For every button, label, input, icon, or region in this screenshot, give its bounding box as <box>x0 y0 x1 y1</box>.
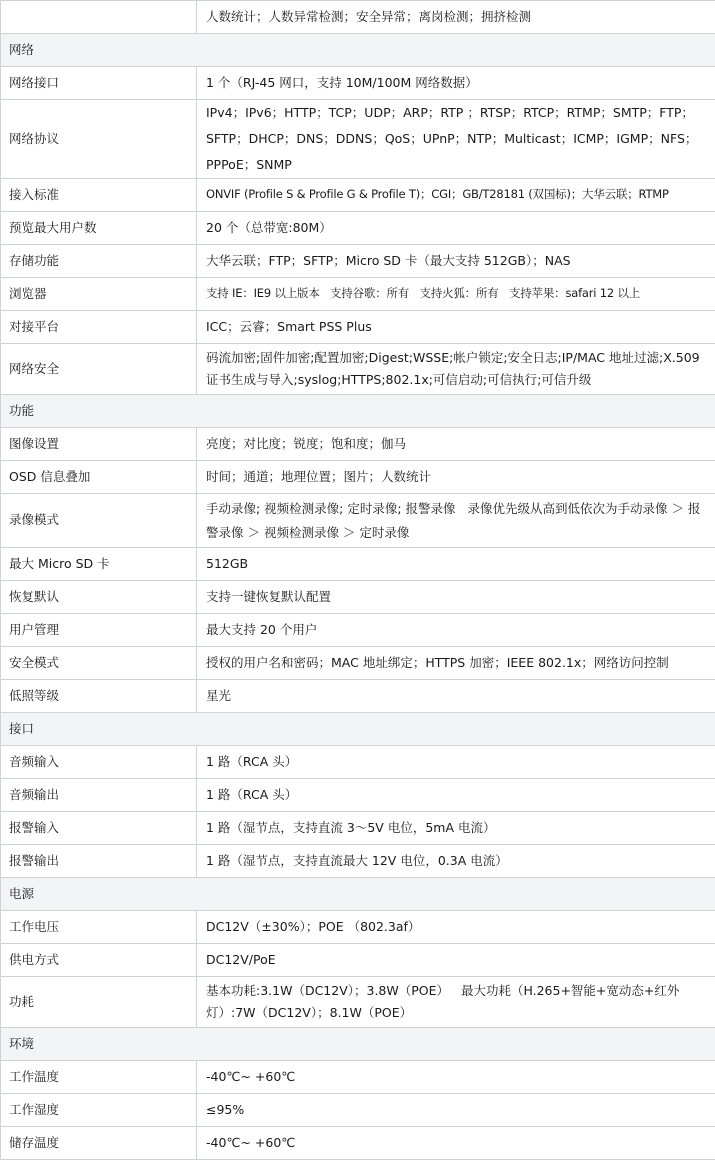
row-label: 存储功能 <box>1 245 197 278</box>
row-label: 供电方式 <box>1 944 197 977</box>
table-row <box>1 100 715 179</box>
row-label: 报警输出 <box>1 845 197 878</box>
section-title: 电源 <box>1 878 715 911</box>
table-row <box>1 278 715 311</box>
row-value: 大华云联；FTP；SFTP；Micro SD 卡（最大支持 512GB）；NAS <box>197 245 715 278</box>
row-value: 支持 IE：IE9 以上版本 支持谷歌：所有 支持火狐：所有 支持苹果：safari 12 以上 <box>197 278 715 311</box>
row-value: 20 个（总带宽:80M） <box>197 212 715 245</box>
row-value: 时间；通道；地理位置；图片；人数统计 <box>197 461 715 494</box>
table-row <box>1 1127 715 1160</box>
row-value: 1 路（湿节点，支持直流最大 12V 电位，0.3A 电流） <box>197 845 715 878</box>
table-row <box>1 680 715 713</box>
table-row <box>1 581 715 614</box>
row-label: 网络安全 <box>1 344 197 395</box>
row-label: 恢复默认 <box>1 581 197 614</box>
row-label: 预览最大用户数 <box>1 212 197 245</box>
row-value: 星光 <box>197 680 715 713</box>
section-title: 接口 <box>1 713 715 746</box>
table-row <box>1 428 715 461</box>
table-row <box>1 746 715 779</box>
row-label: 最大 Micro SD 卡 <box>1 548 197 581</box>
table-row <box>1 461 715 494</box>
row-label: 网络接口 <box>1 67 197 100</box>
table-row <box>1 647 715 680</box>
row-value: 手动录像; 视频检测录像; 定时录像; 报警录像 录像优先级从高到低依次为手动录像 ＞ 报警录像 ＞ 视频检测录像 ＞ 定时录像 <box>197 494 715 548</box>
row-label: 音频输出 <box>1 779 197 812</box>
section-header <box>1 878 715 911</box>
row-value: 1 个（RJ-45 网口，支持 10M/100M 网络数据） <box>197 67 715 100</box>
row-label <box>1 1 197 34</box>
table-row <box>1 311 715 344</box>
row-label: 用户管理 <box>1 614 197 647</box>
table-row <box>1 977 715 1028</box>
table-row <box>1 344 715 395</box>
section-title: 功能 <box>1 395 715 428</box>
row-label: 储存温度 <box>1 1127 197 1160</box>
row-label: 低照等级 <box>1 680 197 713</box>
row-value: 512GB <box>197 548 715 581</box>
table-row <box>1 812 715 845</box>
table-row <box>1 245 715 278</box>
table-row <box>1 1 715 34</box>
row-value: ICC；云睿；Smart PSS Plus <box>197 311 715 344</box>
table-row <box>1 911 715 944</box>
section-header <box>1 395 715 428</box>
table-row <box>1 548 715 581</box>
table-row <box>1 494 715 548</box>
row-value: DC12V（±30%）；POE （802.3af） <box>197 911 715 944</box>
row-label: 报警输入 <box>1 812 197 845</box>
section-title: 环境 <box>1 1028 715 1061</box>
row-value: -40℃~ +60℃ <box>197 1127 715 1160</box>
table-row <box>1 179 715 212</box>
row-label: OSD 信息叠加 <box>1 461 197 494</box>
row-value: 1 路（RCA 头） <box>197 779 715 812</box>
row-value: ONVIF (Profile S & Profile G & Profile T)；CGI；GB/T28181 (双国标)；大华云联；RTMP <box>197 179 715 212</box>
section-header <box>1 713 715 746</box>
row-value: 支持一键恢复默认配置 <box>197 581 715 614</box>
row-label: 浏览器 <box>1 278 197 311</box>
table-row <box>1 1094 715 1127</box>
row-label: 工作温度 <box>1 1061 197 1094</box>
row-label: 网络协议 <box>1 100 197 179</box>
row-label: 工作湿度 <box>1 1094 197 1127</box>
table-row <box>1 845 715 878</box>
row-value: 授权的用户名和密码；MAC 地址绑定；HTTPS 加密；IEEE 802.1x；网络访问控制 <box>197 647 715 680</box>
row-label: 安全模式 <box>1 647 197 680</box>
row-value: IPv4；IPv6；HTTP；TCP；UDP；ARP；RTP ；RTSP；RTCP；RTMP；SMTP；FTP；SFTP；DHCP；DNS；DDNS；QoS；UPnP；NTP；Multicast；ICMP；IGMP；NFS；PPPoE；SNMP <box>197 100 715 179</box>
table-row <box>1 1061 715 1094</box>
table-row <box>1 67 715 100</box>
row-value: 1 路（RCA 头） <box>197 746 715 779</box>
section-header <box>1 34 715 67</box>
table-row <box>1 614 715 647</box>
row-label: 功耗 <box>1 977 197 1028</box>
row-label: 图像设置 <box>1 428 197 461</box>
row-label: 录像模式 <box>1 494 197 548</box>
row-label: 接入标准 <box>1 179 197 212</box>
row-value: 人数统计；人数异常检测；安全异常；离岗检测；拥挤检测 <box>197 1 715 34</box>
row-value: -40℃~ +60℃ <box>197 1061 715 1094</box>
row-value: 基本功耗:3.1W（DC12V）；3.8W（POE） 最大功耗（H.265+智能+宽动态+红外灯）:7W（DC12V）；8.1W（POE） <box>197 977 715 1028</box>
table-row <box>1 779 715 812</box>
row-value: DC12V/PoE <box>197 944 715 977</box>
row-value: 亮度；对比度；锐度；饱和度；伽马 <box>197 428 715 461</box>
row-label: 音频输入 <box>1 746 197 779</box>
section-title: 网络 <box>1 34 715 67</box>
table-row <box>1 944 715 977</box>
row-value: 1 路（湿节点，支持直流 3～5V 电位，5mA 电流） <box>197 812 715 845</box>
row-label: 工作电压 <box>1 911 197 944</box>
table-row <box>1 212 715 245</box>
row-value: 最大支持 20 个用户 <box>197 614 715 647</box>
row-label: 对接平台 <box>1 311 197 344</box>
row-value: ≤95% <box>197 1094 715 1127</box>
section-header <box>1 1028 715 1061</box>
row-value: 码流加密;固件加密;配置加密;Digest;WSSE;帐户锁定;安全日志;IP/MAC 地址过滤;X.509 证书生成与导入;syslog;HTTPS;802.1x;可信启动;可信执行;可信升级 <box>197 344 715 395</box>
